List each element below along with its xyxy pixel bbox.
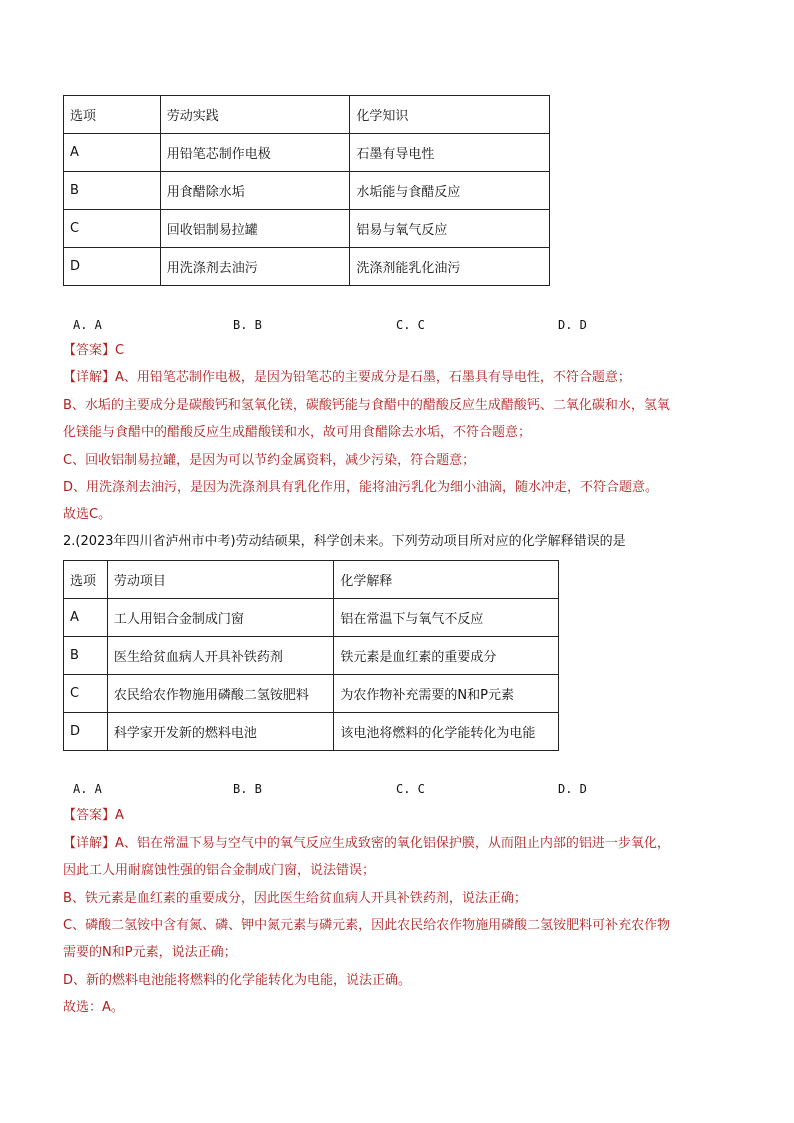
table-cell: 铝易与氧气反应 — [350, 210, 550, 248]
table-cell: 铁元素是血红素的重要成分 — [334, 637, 559, 675]
detail-label: 【详解】 — [63, 370, 116, 385]
detail-text: A、用铅笔芯制作电极，是因为铅笔芯的主要成分是石墨，石墨具有导电性，不符合题意； — [115, 370, 631, 385]
option-d: D. D — [558, 318, 587, 332]
option-d: D. D — [558, 782, 587, 796]
option-a: A. A — [73, 318, 102, 332]
table-cell: 用洗涤剂去油污 — [160, 248, 350, 286]
answer-value: C — [115, 343, 125, 358]
header-cell: 劳动实践 — [160, 96, 350, 134]
q1-detail-line: B、水垢的主要成分是碳酸钙和氢氧化镁，碳酸钙能与食醋中的醋酸反应生成醋酸钙、二氧化碳和水，氢氧 — [63, 398, 670, 413]
table-cell: 铝在常温下与氧气不反应 — [334, 599, 559, 637]
header-cell: 选项 — [64, 96, 161, 134]
table-cell: A — [64, 134, 161, 172]
table-cell: D — [64, 248, 161, 286]
table-cell: 农民给农作物施用磷酸二氢铵肥料 — [107, 675, 334, 713]
header-cell: 化学知识 — [350, 96, 550, 134]
q2-detail-line: B、铁元素是血红素的重要成分，因此医生给贫血病人开具补铁药剂，说法正确； — [63, 891, 527, 906]
table-row — [64, 675, 559, 713]
q2-detail-line: 需要的N和P元素，说法正确； — [63, 945, 237, 960]
table-cell: 工人用铝合金制成门窗 — [107, 599, 334, 637]
table-cell: 用铅笔芯制作电极 — [160, 134, 350, 172]
answer-value: A — [115, 808, 124, 823]
table-row — [64, 599, 559, 637]
table-row — [64, 210, 550, 248]
table-cell: 水垢能与食醋反应 — [350, 172, 550, 210]
table-cell: 该电池将燃料的化学能转化为电能 — [334, 713, 559, 751]
q1-detail-line — [63, 368, 631, 388]
header-cell: 劳动项目 — [107, 561, 334, 599]
q2-detail-line — [63, 834, 670, 854]
q2-detail-line: D、新的燃料电池能将燃料的化学能转化为电能，说法正确。 — [63, 973, 412, 988]
table-cell: 用食醋除水垢 — [160, 172, 350, 210]
q1-detail-line: 化镁能与食醋中的醋酸反应生成醋酸镁和水，故可用食醋除去水垢，不符合题意； — [63, 425, 532, 440]
detail-label: 【详解】 — [63, 836, 116, 851]
table-cell: B — [64, 637, 108, 675]
q1-detail-line: D、用洗涤剂去油污，是因为洗涤剂具有乳化作用，能将油污乳化为细小油滴，随水冲走，不符合题意。 — [63, 480, 659, 495]
q1-detail-line: 故选C。 — [63, 507, 112, 522]
q1-detail-line: C、回收铝制易拉罐，是因为可以节约金属资料，减少污染，符合题意； — [63, 453, 476, 468]
answer-label: 【答案】 — [63, 343, 116, 358]
option-b: B. B — [233, 318, 262, 332]
q2-question: 2.(2023年四川省泸州市中考)劳动结硕果，科学创未来。下列劳动项目所对应的化学解释错误的是 — [63, 534, 626, 549]
table-header-row — [64, 96, 550, 134]
table-cell: 回收铝制易拉罐 — [160, 210, 350, 248]
table-row — [64, 248, 550, 286]
table-cell: 为农作物补充需要的N和P元素 — [334, 675, 559, 713]
table-cell: 医生给贫血病人开具补铁药剂 — [107, 637, 334, 675]
table-cell: 石墨有导电性 — [350, 134, 550, 172]
q2-detail-line: 因此工人用耐腐蚀性强的铝合金制成门窗，说法错误； — [63, 863, 376, 878]
table-cell: 科学家开发新的燃料电池 — [107, 713, 334, 751]
table-cell: 洗涤剂能乳化油污 — [350, 248, 550, 286]
table-cell: C — [64, 210, 161, 248]
table-row — [64, 134, 550, 172]
table-cell: D — [64, 713, 108, 751]
header-cell: 化学解释 — [334, 561, 559, 599]
table-row — [64, 713, 559, 751]
option-c: C. C — [396, 318, 425, 332]
table-cell: C — [64, 675, 108, 713]
table-cell: A — [64, 599, 108, 637]
option-c: C. C — [396, 782, 425, 796]
table-header-row — [64, 561, 559, 599]
table-row — [64, 172, 550, 210]
answer-label: 【答案】 — [63, 808, 116, 823]
option-a: A. A — [73, 782, 102, 796]
q1-answer — [63, 341, 124, 361]
table-row — [64, 637, 559, 675]
q2-answer — [63, 806, 124, 826]
option-b: B. B — [233, 782, 262, 796]
table-cell: B — [64, 172, 161, 210]
header-cell: 选项 — [64, 561, 108, 599]
q2-detail-line: 故选：A。 — [63, 1000, 124, 1015]
detail-text: A、铝在常温下易与空气中的氧气反应生成致密的氧化铝保护膜，从而阻止内部的铝进一步氧化， — [115, 836, 670, 851]
table-1 — [63, 95, 550, 286]
table-2 — [63, 560, 559, 751]
q2-detail-line: C、磷酸二氢铵中含有氮、磷、钾中氮元素与磷元素，因此农民给农作物施用磷酸二氢铵肥料可补充农作物 — [63, 918, 671, 933]
